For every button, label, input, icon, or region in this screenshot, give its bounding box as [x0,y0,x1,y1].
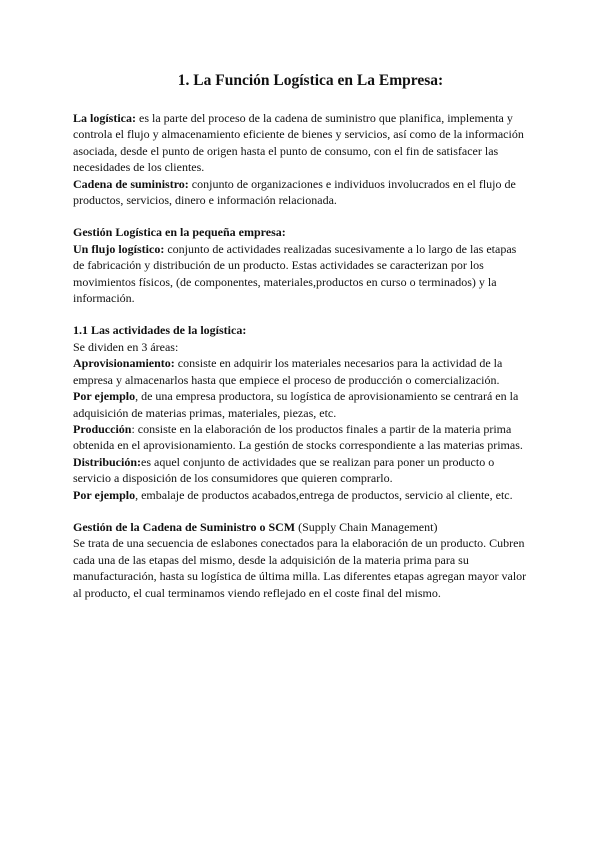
heading-scm: Gestión de la Cadena de Suministro o SCM [73,519,296,534]
paragraph-ejemplo-2 [73,487,528,503]
paragraph-produccion [73,421,528,454]
intro-actividades: Se dividen en 3 áreas: [73,339,179,354]
definition-cadena: conjunto de organizaciones e individuos involucrados en el flujo de productos, servicios, dinero e información relacionada. [73,176,516,208]
term-cadena: Cadena de suministro: [73,176,189,191]
heading-scm-line [73,519,528,535]
paragraph-ejemplo-1 [73,388,528,421]
paragraph-distribucion [73,454,528,487]
definition-distribucion: es aquel conjunto de actividades que se realizan para poner un producto o servicio a disposición de los consumidores que quieren comprarlo. [73,454,495,486]
document-page [73,72,528,601]
term-aprovisionamiento: Aprovisionamiento: [73,356,175,371]
paragraph-flujo [73,241,528,307]
text-ejemplo-2: , embalaje de productos acabados,entrega de productos, servicio al cliente, etc. [135,487,513,502]
paragraph-aprovisionamiento [73,355,528,388]
heading-scm-subtitle: (Supply Chain Management) [295,519,438,534]
term-logistica: La logística: [73,111,136,125]
heading-gestion-pequena: Gestión Logística en la pequeña empresa: [73,225,286,240]
term-flujo: Un flujo logístico: [73,241,165,256]
definition-flujo: conjunto de actividades realizadas sucesivamente a lo largo de las etapas de fabricación y distribución de un producto. Estas actividades se caracterizan por los movimientos físicos, (de componentes, materiales,productos en curso o terminados) y la información. [73,241,517,306]
text-ejemplo-1: , de una empresa productora, su logística de aprovisionamiento se centrará en la adquisición de materias primas, materiales, piezas, etc. [73,389,519,420]
page-title: 1. La Función Logística en La Empresa: [177,72,444,89]
term-produccion: Producción [73,421,132,436]
definition-produccion: : consiste en la elaboración de los productos finales a partir de la materia prima obtenida en el aprovisionamiento. La gestión de stocks correspondiente a las materias primas. [73,421,523,453]
paragraph-logistica [73,110,528,176]
definition-logistica: es la parte del proceso de la cadena de suministro que planifica, implementa y controla el flujo y almacenamiento eficiente de bienes y servicios, así como de la información asociada, desde el punto de origen hasta el punto de consumo, con el fin de satisfacer las necesidades de los clientes. [73,111,524,175]
heading-actividades: 1.1 Las actividades de la logística: [73,323,247,338]
paragraph-cadena [73,176,528,209]
term-distribucion: Distribución: [73,454,142,469]
term-ejemplo-2: Por ejemplo [73,487,136,502]
paragraph-scm: Se trata de una secuencia de eslabones conectados para la elaboración de un producto. Cubren cada una de las etapas del mismo, desde la adquisición de la materia prima para su manufacturación, hasta su logística de última milla. Las diferentes etapas agregan mayor valor al producto, el cual terminamos viendo reflejado en el coste final del mismo. [73,536,527,600]
term-ejemplo-1: Por ejemplo [73,389,136,404]
definition-aprovisionamiento: consiste en adquirir los materiales necesarios para la actividad de la empresa y almacenarlos hasta que empiece el proceso de producción o comercialización. [73,356,503,387]
